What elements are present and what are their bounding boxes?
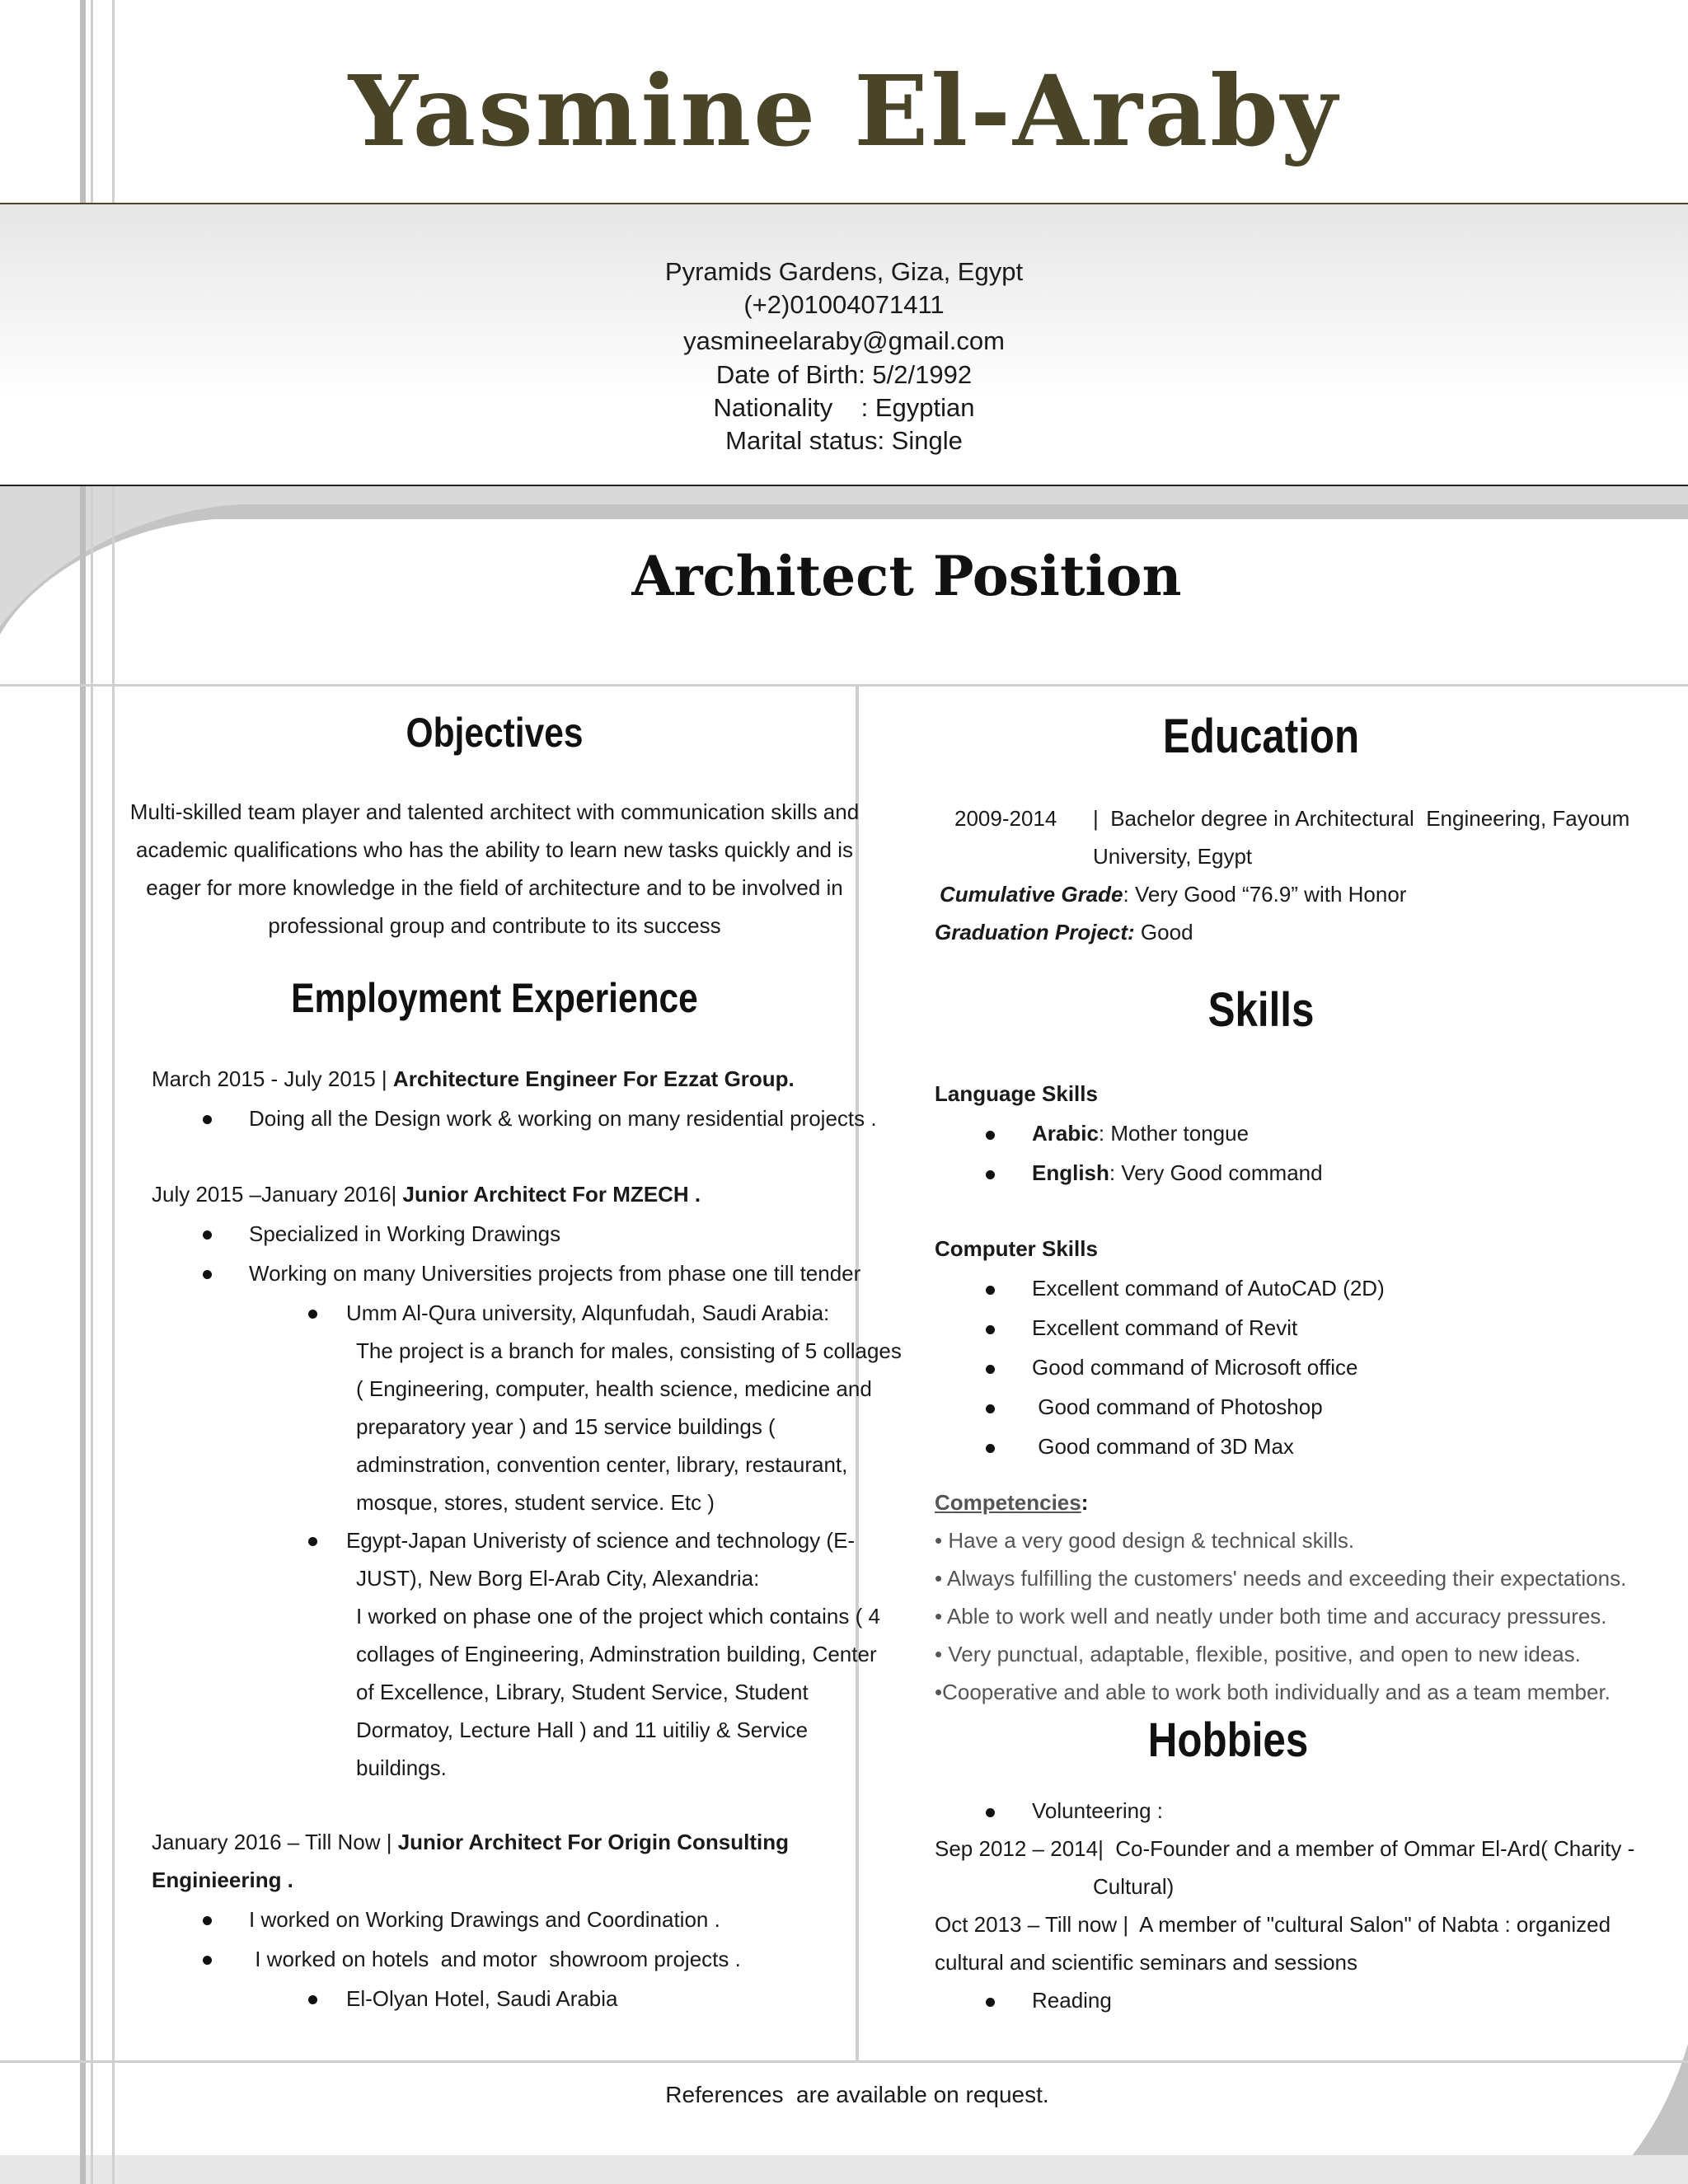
education-heading: Education	[1162, 710, 1360, 763]
bullet-icon	[203, 1916, 212, 1925]
job3-sub-item: El-Olyan Hotel, Saudi Arabia	[346, 1986, 618, 2011]
competency-item: • Have a very good design & technical skills.	[935, 1528, 1355, 1553]
project-line: preparatory year ) and 15 service buildings (	[356, 1414, 776, 1439]
job2-header	[152, 1182, 701, 1207]
bullet-icon	[986, 1286, 995, 1295]
hobby-item: Volunteering :	[1032, 1798, 1164, 1823]
language-skills-heading: Language Skills	[935, 1081, 1098, 1106]
volunteer-entry-continued: cultural and scientific seminars and sessions	[935, 1950, 1358, 1975]
grade-label: Cumulative Grade	[940, 882, 1123, 907]
objectives-text	[124, 793, 865, 944]
objectives-heading: Objectives	[406, 710, 584, 756]
job1-header	[152, 1066, 795, 1092]
bullet-icon	[986, 1404, 995, 1413]
contact-marital-status: Marital status: Single	[725, 426, 963, 455]
skills-heading: Skills	[1207, 983, 1315, 1037]
education-years: 2009-2014	[954, 806, 1057, 831]
project-line: mosque, stores, student service. Etc )	[356, 1490, 715, 1515]
project-label: Graduation Project:	[935, 920, 1135, 944]
bullet-icon	[203, 1956, 212, 1965]
contact-address: Pyramids Gardens, Giza, Egypt	[664, 257, 1024, 286]
bullet-icon	[308, 1995, 317, 2004]
contact-email: yasmineelaraby@gmail.com	[683, 326, 1005, 355]
hobbies-heading: Hobbies	[1147, 1713, 1309, 1767]
job3-role: Junior Architect For Origin Consulting	[397, 1830, 789, 1854]
project-line: of Excellence, Library, Student Service, Student	[356, 1680, 809, 1704]
objectives-line: professional group and contribute to its success	[268, 913, 721, 938]
volunteer-entry-continued: Cultural)	[1093, 1874, 1175, 1899]
education-degree: | Bachelor degree in Architectural Engineering, Fayoum	[1093, 806, 1630, 831]
competency-item: • Very punctual, adaptable, flexible, positive, and open to new ideas.	[935, 1642, 1581, 1666]
competencies-colon: :	[1081, 1490, 1089, 1515]
language-level: : Mother tongue	[1098, 1121, 1250, 1146]
bullet-icon	[986, 1808, 995, 1817]
objectives-line: Multi-skilled team player and talented architect with communication skills and	[129, 799, 860, 824]
bullet-icon	[986, 1170, 995, 1179]
bullet-icon	[308, 1310, 317, 1319]
job1-bullet: Doing all the Design work & working on many residential projects .	[249, 1106, 877, 1131]
project-line: buildings.	[356, 1755, 447, 1780]
bullet-icon	[203, 1115, 212, 1124]
contact-dob: Date of Birth: 5/2/1992	[715, 360, 973, 389]
competency-item: •Cooperative and able to work both individually and as a team member.	[935, 1680, 1611, 1704]
education-degree-continued: University, Egypt	[1093, 844, 1253, 869]
objectives-line: academic qualifications who has the ability to learn new tasks quickly and is	[135, 837, 853, 862]
candidate-name: Yasmine El-Araby	[348, 54, 1340, 168]
bullet-icon	[986, 1131, 995, 1140]
project-line: adminstration, convention center, library, restaurant,	[356, 1452, 848, 1477]
job3-date: January 2016 – Till Now |	[152, 1830, 392, 1854]
computer-skills-heading: Computer Skills	[935, 1236, 1098, 1261]
language-name: English	[1032, 1160, 1109, 1185]
job1-role: Architecture Engineer For Ezzat Group.	[392, 1066, 795, 1091]
education-project	[935, 920, 1193, 945]
hobby-item: Reading	[1032, 1988, 1112, 2013]
computer-skill: Good command of Photoshop	[1032, 1394, 1323, 1419]
project-title: Umm Al-Qura university, Alqunfudah, Saudi Arabia:	[346, 1301, 830, 1325]
grade-value: : Very Good “76.9” with Honor	[1123, 882, 1407, 907]
job3-role-continued: Enginieering .	[152, 1868, 293, 1892]
job2-date: July 2015 –January 2016|	[152, 1182, 397, 1207]
bullet-icon	[986, 1365, 995, 1374]
objectives-line: eager for more knowledge in the field of architecture and to be involved in	[146, 875, 843, 900]
contact-nationality: Nationality : Egyptian	[713, 393, 975, 422]
job3-bullet: I worked on Working Drawings and Coordination .	[249, 1907, 720, 1932]
language-item	[1032, 1121, 1249, 1146]
job2-role: Junior Architect For MZECH .	[402, 1182, 701, 1207]
footer-divider	[0, 2060, 1688, 2063]
contact-phone: (+2)01004071411	[743, 290, 945, 319]
project-value: Good	[1134, 920, 1193, 944]
language-item	[1032, 1160, 1323, 1186]
project-line: JUST), New Borg El-Arab City, Alexandria:	[356, 1566, 760, 1591]
project-line: I worked on phase one of the project which contains ( 4	[356, 1604, 880, 1629]
section-divider	[0, 684, 1688, 687]
bullet-icon	[986, 1998, 995, 2007]
job3-header	[152, 1830, 789, 1855]
bullet-icon	[986, 1444, 995, 1453]
computer-skill: Excellent command of AutoCAD (2D)	[1032, 1276, 1385, 1301]
bullet-icon	[308, 1537, 317, 1546]
computer-skill: Excellent command of Revit	[1032, 1315, 1298, 1340]
competency-item: • Always fulfilling the customers' needs and exceeding their expectations.	[935, 1566, 1627, 1591]
language-level: : Very Good command	[1109, 1160, 1323, 1185]
employment-heading: Employment Experience	[291, 975, 698, 1021]
job1-date: March 2015 - July 2015 |	[152, 1066, 387, 1091]
computer-skill: Good command of Microsoft office	[1032, 1355, 1358, 1380]
computer-skill: Good command of 3D Max	[1032, 1434, 1294, 1459]
project-line: collages of Engineering, Adminstration building, Center	[356, 1642, 877, 1666]
competency-item: • Able to work well and neatly under both time and accuracy pressures.	[935, 1604, 1607, 1629]
project-line: Dormatoy, Lecture Hall ) and 11 uitiliy & Service	[356, 1718, 809, 1742]
job2-bullet: Working on many Universities projects from phase one till tender	[249, 1261, 861, 1286]
education-grade	[940, 882, 1406, 907]
bullet-icon	[203, 1230, 212, 1240]
language-name: Arabic	[1032, 1121, 1099, 1146]
competencies-heading	[935, 1490, 1088, 1516]
project-line: ( Engineering, computer, health science, medicine and	[356, 1376, 872, 1401]
project-line: The project is a branch for males, consisting of 5 collages	[356, 1338, 902, 1363]
volunteer-entry: Sep 2012 – 2014| Co-Founder and a member of Ommar El-Ard( Charity -	[935, 1836, 1635, 1861]
job3-bullet: I worked on hotels and motor showroom projects .	[249, 1947, 741, 1971]
project-title: Egypt-Japan Univeristy of science and technology (E-	[346, 1528, 856, 1553]
competencies-label: Competencies	[935, 1490, 1081, 1515]
bullet-icon	[986, 1325, 995, 1334]
bullet-icon	[203, 1270, 212, 1279]
references-note: References are available on request.	[665, 2082, 1049, 2107]
volunteer-entry: Oct 2013 – Till now | A member of "cultural Salon" of Nabta : organized	[935, 1912, 1611, 1937]
job2-bullet: Specialized in Working Drawings	[249, 1221, 561, 1246]
position-title: Architect Position	[631, 544, 1182, 608]
